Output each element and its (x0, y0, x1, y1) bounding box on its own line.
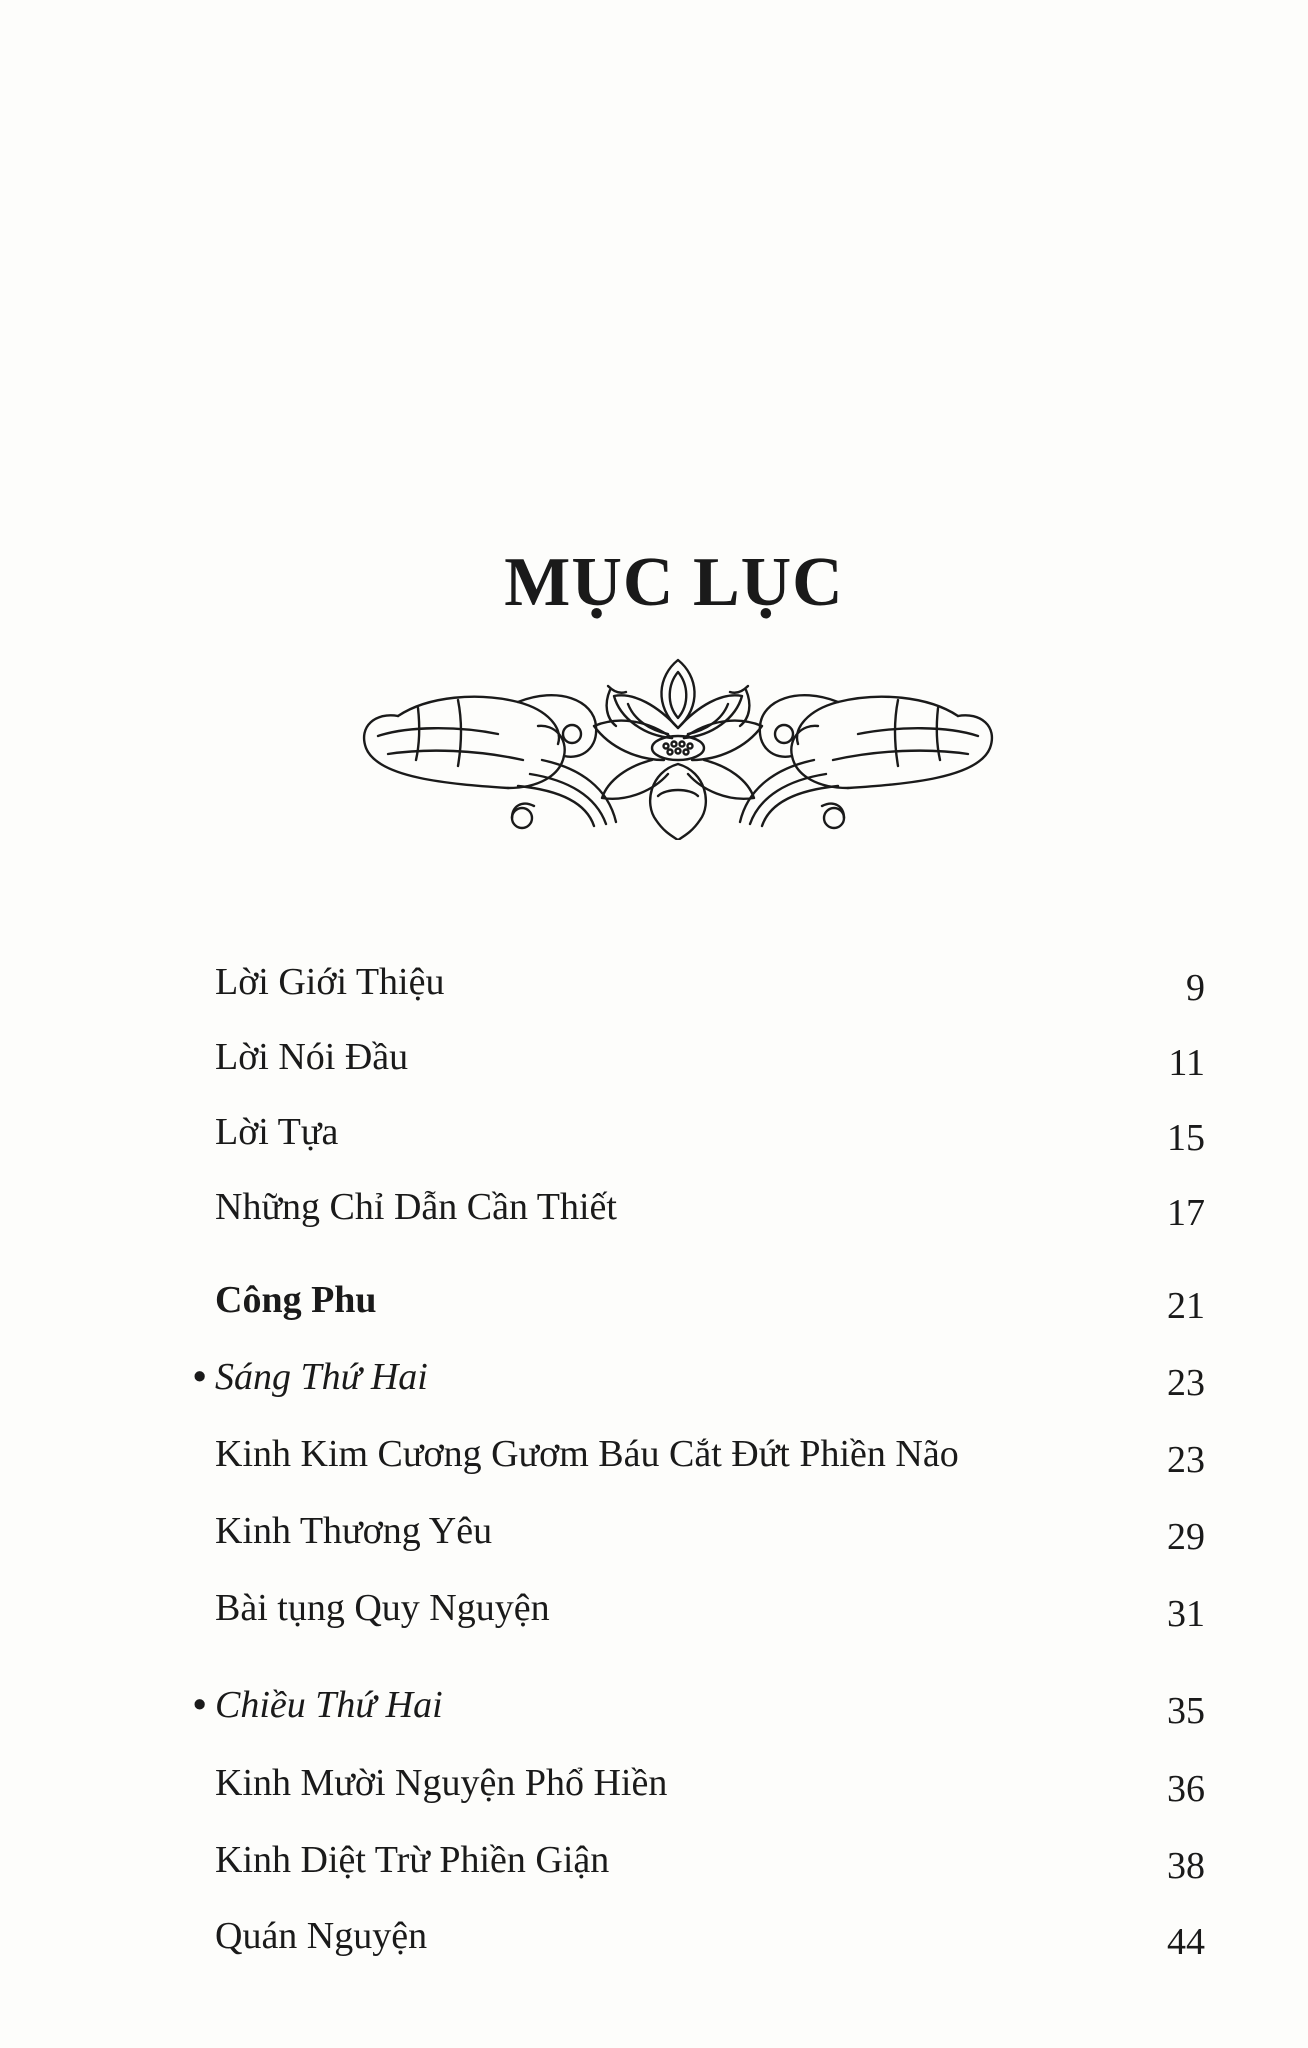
toc-entry-page: 9 (1186, 967, 1205, 1009)
toc-entry-label: • Sáng Thứ Hai (215, 1347, 428, 1407)
toc-entry-label: Lời Tựa (215, 1111, 339, 1153)
toc-entry-page: 11 (1168, 1042, 1205, 1084)
toc-entry-page: 35 (1167, 1690, 1205, 1732)
toc-entry-page: 21 (1167, 1285, 1205, 1327)
page-title: MỤC LỤC (504, 544, 844, 621)
toc-subsection-heading[interactable] (215, 1675, 1205, 1735)
toc-entry-label: Kinh Thương Yêu (215, 1510, 493, 1552)
toc-entry-page: 38 (1167, 1845, 1205, 1887)
toc-entry[interactable] (215, 1753, 1205, 1813)
toc-entry-page: 31 (1167, 1593, 1205, 1635)
toc-entry[interactable] (215, 1102, 1205, 1162)
toc-section-heading[interactable] (215, 1270, 1205, 1330)
toc-entry-label: Bài tụng Quy Nguyện (215, 1587, 550, 1629)
toc-entry[interactable] (215, 1906, 1205, 1966)
toc-entry-page: 44 (1167, 1921, 1205, 1963)
toc-entry[interactable] (215, 1027, 1205, 1087)
toc-entry[interactable] (215, 1501, 1205, 1561)
toc-entry[interactable] (215, 952, 1205, 1012)
toc-subsection-heading[interactable] (215, 1347, 1205, 1407)
toc-entry[interactable] (215, 1424, 1205, 1484)
toc-entry-page: 36 (1167, 1768, 1205, 1810)
toc-entry-page: 15 (1167, 1117, 1205, 1159)
toc-entry-page: 29 (1167, 1516, 1205, 1558)
toc-entry-label: Công Phu (215, 1279, 377, 1321)
toc-entry-label: Kinh Diệt Trừ Phiền Giận (215, 1839, 610, 1881)
toc-entry-page: 23 (1167, 1362, 1205, 1404)
toc-entry-label: Kinh Mười Nguyện Phổ Hiền (215, 1762, 668, 1804)
toc-entry-label: Kinh Kim Cương Gươm Báu Cắt Đứt Phiền Não (215, 1433, 959, 1475)
toc-entry[interactable] (215, 1177, 1205, 1237)
toc-entry-label: Lời Giới Thiệu (215, 961, 445, 1003)
toc-entry[interactable] (215, 1830, 1205, 1890)
toc-entry-page: 17 (1167, 1192, 1205, 1234)
toc-entry-label: Quán Nguyện (215, 1915, 428, 1957)
toc-entry-label: • Chiều Thứ Hai (215, 1675, 443, 1735)
toc-entry-page: 23 (1167, 1439, 1205, 1481)
toc-entry-label: Những Chỉ Dẫn Cần Thiết (215, 1186, 617, 1228)
toc-entry[interactable] (215, 1578, 1205, 1638)
toc-entry-label: Lời Nói Đầu (215, 1036, 409, 1078)
